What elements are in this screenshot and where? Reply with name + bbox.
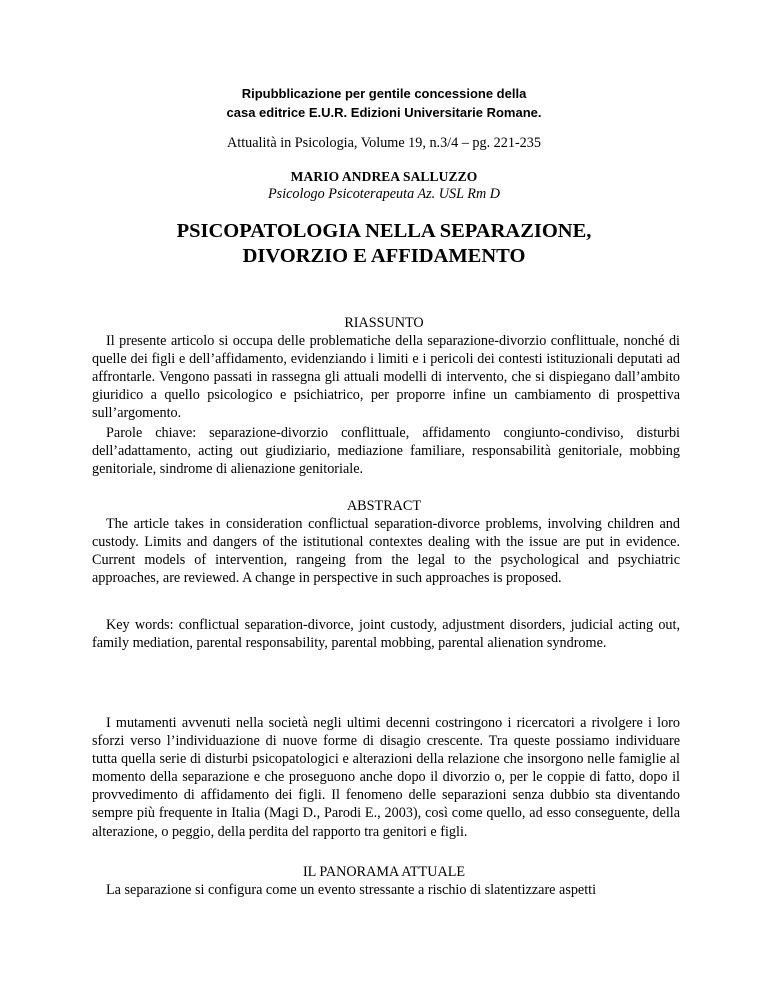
abstract-keywords: Key words: conflictual separation-divorce, joint custody, adjustment disorders, judicial acting out, family mediation, parental responsability, parental mobbing, parental alienation syndrome. bbox=[92, 617, 680, 652]
panorama-heading: IL PANORAMA ATTUALE bbox=[302, 864, 466, 880]
riassunto-keywords: Parole chiave: separazione-divorzio conflittuale, affidamento congiunto-condiviso, disturbi dell’adattamento, acting out giudiziario, mediazione familiare, responsabilità genitoriale, mobbing genitoriale, sindrome di alienazione genitoriale. bbox=[92, 425, 680, 478]
paper-title-line-1: PSICOPATOLOGIA NELLA SEPARAZIONE, bbox=[176, 220, 592, 242]
paper-title bbox=[0, 219, 768, 269]
republication-notice-line-2: casa editrice E.U.R. Edizioni Universitarie Romane. bbox=[226, 105, 542, 120]
author-affiliation: Psicologo Psicoterapeuta Az. USL Rm D bbox=[268, 186, 500, 202]
introduction-paragraph: I mutamenti avvenuti nella società negli ultimi decenni costringono i ricercatori a rivolgere i loro sforzi verso l’individuazione di nuove forme di disagio crescente. Tra queste possiamo individuare tutta quella serie di disturbi psicopatologici e alterazioni della relazione che insorgono nelle famiglie al momento della separazione e che proseguono anche dopo il divorzio o, per le coppie di fatto, dopo il provvedimento di affidamento dei figli. Il fenomeno delle separazioni senza dubbio sta diventando sempre più frequente in Italia (Magi D., Parodi E., 2003), così come quello, ad esso conseguente, della alterazione, o peggio, della perdita del rapporto tra genitori e figli. bbox=[92, 715, 680, 840]
abstract-heading: ABSTRACT bbox=[346, 498, 422, 514]
riassunto-heading: RIASSUNTO bbox=[344, 315, 424, 331]
abstract-text: The article takes in consideration conflictual separation-divorce problems, involving children and custody. Limits and dangers of the istitutional contextes dealing with the issue are put in evidence. Current models of intervention, rangeing from the legal to the psychological and psychiatric approaches, are reviewed. A change in perspective in such approaches is proposed. bbox=[92, 516, 680, 587]
republication-notice-line-1: Ripubblicazione per gentile concessione della bbox=[241, 86, 527, 101]
author-name: MARIO ANDREA SALLUZZO bbox=[290, 169, 478, 184]
republication-notice bbox=[0, 84, 768, 122]
riassunto-text: Il presente articolo si occupa delle problematiche della separazione-divorzio conflittuale, nonché di quelle dei figli e dell’affidamento, evidenziando i limiti e i pericoli dei contesti istituzionali deputati ad affrontarle. Vengono passati in rassegna gli attuali modelli di intervento, che si dispiegano dall’ambito giuridico a quello psicologico e psichiatrico, per proporre infine un cambiamento di prospettiva sull’argomento. bbox=[92, 333, 680, 422]
paper-title-line-2: DIVORZIO E AFFIDAMENTO bbox=[242, 245, 526, 267]
journal-reference: Attualità in Psicologia, Volume 19, n.3/4 – pg. 221-235 bbox=[227, 135, 541, 151]
panorama-paragraph: La separazione si configura come un evento stressante a rischio di slatentizzare aspetti bbox=[106, 882, 597, 898]
